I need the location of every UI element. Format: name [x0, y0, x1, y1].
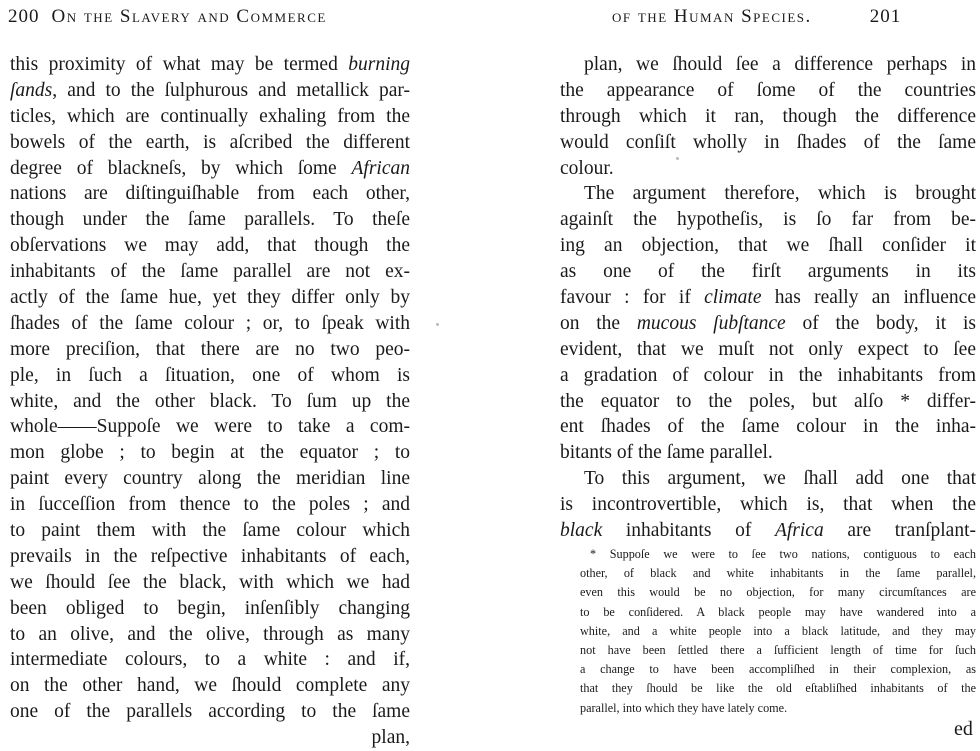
text-run: been obliged to begin, inſenſibly changing: [10, 597, 410, 619]
text-run: , and to the ſulphurous and metallick par-: [52, 79, 410, 101]
text-line: [10, 78, 410, 104]
text-line: [10, 647, 410, 673]
text-line: [10, 673, 410, 699]
italic-run: mucous ſubſtance: [636, 312, 786, 334]
text-run: on the: [560, 312, 637, 334]
text-run: paint every country along the meridian line: [10, 468, 410, 490]
italic-run: Africa: [774, 520, 824, 542]
text-line: [10, 596, 410, 622]
text-run: has really an influence: [761, 287, 976, 309]
text-line: [560, 156, 976, 182]
text-run: degree of blackneſs, by which ſome: [10, 157, 352, 179]
text-line: [560, 130, 976, 156]
text-line: [560, 466, 976, 492]
footnote-line: not have been ſettled there a ſufficient length of time for ſuch: [580, 642, 976, 657]
right-page-number: 201: [869, 6, 902, 27]
text-run: are tranſplant-: [823, 520, 976, 542]
text-line: [10, 414, 410, 440]
text-run: inhabitants of the ſame parallel are not ex-: [10, 261, 410, 283]
footnote-line: white, and a white people into a black latitude, and they may: [580, 623, 976, 638]
text-line: [10, 207, 410, 233]
right-header-title: of the Human Species.: [612, 6, 812, 27]
italic-run: black: [560, 520, 603, 542]
text-line: [10, 337, 410, 363]
text-line: [10, 699, 410, 725]
right-running-head: [612, 6, 901, 28]
text-run: ple, in ſuch a ſituation, one of whom is: [10, 364, 410, 386]
text-line: [560, 492, 976, 518]
text-line: [10, 285, 410, 311]
text-run: a gradation of colour in the inhabitants from: [560, 364, 976, 386]
page-gutter: [482, 0, 483, 746]
text-line: [560, 311, 976, 337]
text-run: plan,: [371, 727, 410, 749]
text-run: in ſucceſſion from thence to the poles ; and: [10, 494, 410, 516]
footnote-line: even this would be no objection, for many circumſtances are: [580, 585, 976, 600]
footnote-line: a change to have been accompliſhed in their complexion, as: [580, 662, 976, 677]
text-line: [560, 181, 976, 207]
left-page: [0, 0, 470, 749]
text-line: [10, 311, 410, 337]
text-line: [10, 440, 410, 466]
text-run: through which it ran, though the difference: [560, 105, 976, 127]
text-run: mon globe ; to begin at the equator ; to: [10, 442, 410, 464]
text-run: one of the parallels according to the ſame: [10, 701, 410, 723]
text-line: [10, 233, 410, 259]
footnote-line: other, of black and white inhabitants in the ſame parallel,: [580, 566, 976, 581]
text-line: [560, 363, 976, 389]
text-run: of the body, it is: [785, 312, 976, 334]
text-run: we ſhould ſee the black, with which we had: [10, 571, 410, 593]
text-line: [10, 389, 410, 415]
text-run: bowels of the earth, is aſcribed the different: [10, 131, 410, 153]
text-line: [560, 78, 976, 104]
text-line: [10, 156, 410, 182]
text-line: [560, 52, 976, 78]
text-run: as one of the firſt arguments in its: [560, 261, 976, 283]
text-run: bitants of the ſame parallel.: [560, 442, 773, 464]
italic-run: burning: [348, 54, 410, 75]
text-run: actly of the ſame hue, yet they differ only by: [10, 287, 410, 309]
text-run: white, and the other black. To ſum up the: [10, 390, 410, 412]
text-line: [560, 440, 976, 466]
italic-run: climate: [704, 287, 762, 309]
text-run: more preciſion, that there are no two peo-: [10, 338, 410, 360]
text-run: favour : for if: [560, 287, 705, 309]
text-line: [10, 570, 410, 596]
text-line: [10, 466, 410, 492]
text-run: againſt the hypotheſis, is ſo far from be-: [560, 209, 976, 231]
text-line: [10, 181, 410, 207]
text-line: [10, 544, 410, 570]
text-run: to an olive, and the olive, through as many: [10, 623, 410, 645]
text-run: though under the ſame parallels. To theſe: [10, 209, 410, 231]
text-line: [10, 130, 410, 156]
text-run: ticles, which are continually exhaling from the: [10, 105, 410, 127]
text-run: ent ſhades of the ſame colour in the inha-: [560, 416, 976, 438]
text-run: nations are diſtinguiſhable from each other,: [10, 183, 410, 205]
text-run: the equator to the poles, but alſo * differ-: [560, 390, 976, 412]
text-line: [560, 233, 976, 259]
text-run: ſhades of the ſame colour ; or, to ſpeak with: [10, 312, 410, 334]
text-run: plan, we ſhould ſee a difference perhaps in: [584, 54, 976, 75]
left-body-text: [10, 52, 410, 751]
text-run: To this argument, we ſhall add one that: [584, 468, 976, 490]
text-run: the appearance of ſome of the countries: [560, 79, 976, 101]
text-line: [560, 337, 976, 363]
text-line: [10, 725, 410, 751]
footnote-line: that they ſhould be like the old eſtabliſhed inhabitants of the: [580, 681, 976, 696]
footnote-line: parallel, into which they have lately come.: [580, 700, 788, 715]
text-run: inhabitants of: [602, 520, 775, 542]
text-run: on the other hand, we ſhould complete any: [10, 675, 410, 697]
text-line: [10, 259, 410, 285]
text-line: [10, 363, 410, 389]
italic-run: African: [351, 157, 410, 179]
text-line: [560, 518, 976, 544]
text-run: to paint them with the ſame colour which: [10, 520, 410, 542]
right-body-text: [560, 52, 976, 544]
text-run: obſervations we may add, that though the: [10, 235, 410, 257]
text-run: intermediate colours, to a white : and if,: [10, 649, 410, 671]
text-line: [560, 207, 976, 233]
footnote: [580, 545, 976, 718]
text-line: [10, 104, 410, 130]
italic-run: ſands: [10, 79, 53, 101]
text-line: [10, 52, 410, 78]
text-run: evident, that we muſt not only expect to ſee: [560, 338, 976, 360]
text-run: is incontrovertible, which is, that when the: [560, 494, 976, 516]
left-header-title: On the Slavery and Commerce: [51, 6, 327, 27]
paper-speck: [676, 157, 679, 160]
text-run: The argument therefore, which is brought: [584, 183, 976, 205]
text-run: whole——Suppoſe we were to take a com-: [10, 416, 410, 438]
catchword: ed: [954, 718, 973, 740]
text-line: [10, 518, 410, 544]
footnote-line: to be conſidered. A black people may have wandered into a: [580, 604, 976, 619]
paper-speck: [436, 323, 439, 326]
text-run: would conſiſt wholly in ſhades of the ſame: [560, 131, 976, 153]
text-line: [560, 414, 976, 440]
footnote-line: * Suppoſe we were to ſee two nations, contiguous to each: [590, 547, 976, 561]
text-line: [560, 259, 976, 285]
text-line: [10, 622, 410, 648]
text-line: [560, 285, 976, 311]
text-run: this proximity of what may be termed: [10, 54, 349, 75]
text-line: [560, 104, 976, 130]
text-run: prevails in the reſpective inhabitants of each,: [10, 545, 410, 567]
text-line: [10, 492, 410, 518]
left-running-head: [8, 6, 327, 28]
text-line: [560, 389, 976, 415]
left-page-number: 200: [8, 6, 40, 27]
text-run: colour.: [560, 157, 614, 179]
text-run: ing an objection, that we ſhall conſider it: [560, 235, 976, 257]
